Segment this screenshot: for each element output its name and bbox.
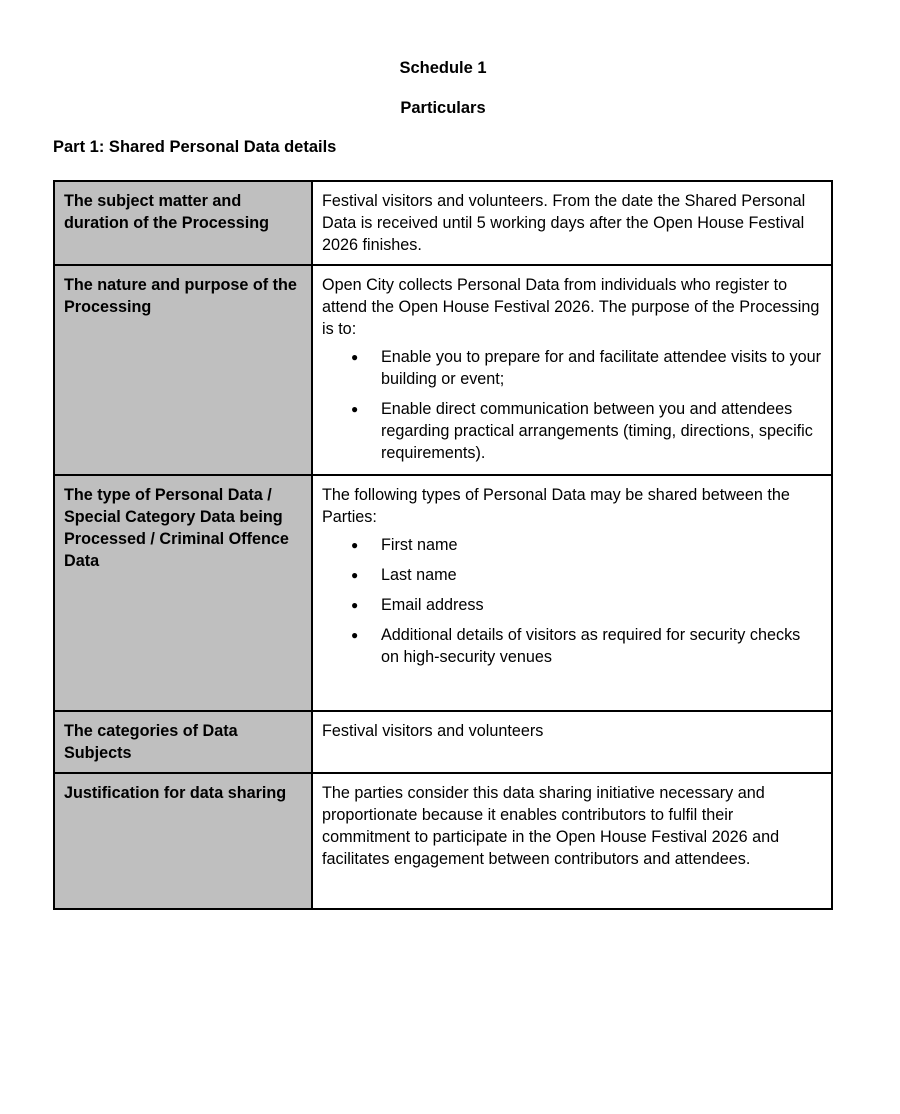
row-label: The categories of Data Subjects	[54, 711, 312, 773]
row-value	[312, 711, 832, 773]
row-text: Open City collects Personal Data from individuals who register to attend the Open House Festival 2026. The purpose of the Processing is to:	[322, 276, 820, 338]
row-text: The following types of Personal Data may be shared between the Parties:	[322, 486, 790, 526]
row-value	[312, 475, 832, 711]
list-item: ● Enable you to prepare for and facilitate attendee visits to your building or event;	[381, 346, 822, 390]
row-text: Festival visitors and volunteers. From the date the Shared Personal Data is received until 5 working days after the Open House Festival 2026 finishes.	[322, 192, 806, 254]
bullet-list	[322, 534, 822, 668]
row-text: The parties consider this data sharing initiative necessary and proportionate because it enables contributors to fulfil their commitment to participate in the Open House Festival 2026 and facilitates engagement between contributors and attendees.	[322, 784, 780, 868]
list-item: ● First name	[381, 534, 822, 556]
particulars-table	[53, 180, 833, 910]
row-value	[312, 773, 832, 909]
list-item: ● Email address	[381, 594, 822, 616]
table-row-subject-matter	[54, 181, 832, 265]
schedule-title: Schedule 1	[399, 59, 487, 77]
table-row-nature-purpose	[54, 265, 832, 475]
row-label: Justification for data sharing	[54, 773, 312, 909]
part-title: Part 1: Shared Personal Data details	[53, 138, 337, 156]
row-value	[312, 181, 832, 265]
list-item: ● Enable direct communication between you and attendees regarding practical arrangements (timing, directions, specific requirements).	[381, 398, 822, 464]
row-label: The type of Personal Data / Special Category Data being Processed / Criminal Offence Data	[54, 475, 312, 711]
table-row-justification	[54, 773, 832, 909]
particulars-title: Particulars	[400, 99, 486, 117]
row-label: The nature and purpose of the Processing	[54, 265, 312, 475]
table-row-data-subjects	[54, 711, 832, 773]
list-item: ● Additional details of visitors as required for security checks on high-security venues	[381, 624, 822, 668]
list-item: ● Last name	[381, 564, 822, 586]
row-label: The subject matter and duration of the Processing	[54, 181, 312, 265]
row-value	[312, 265, 832, 475]
table-row-data-types	[54, 475, 832, 711]
bullet-list	[322, 346, 822, 464]
row-text: Festival visitors and volunteers	[322, 722, 544, 740]
